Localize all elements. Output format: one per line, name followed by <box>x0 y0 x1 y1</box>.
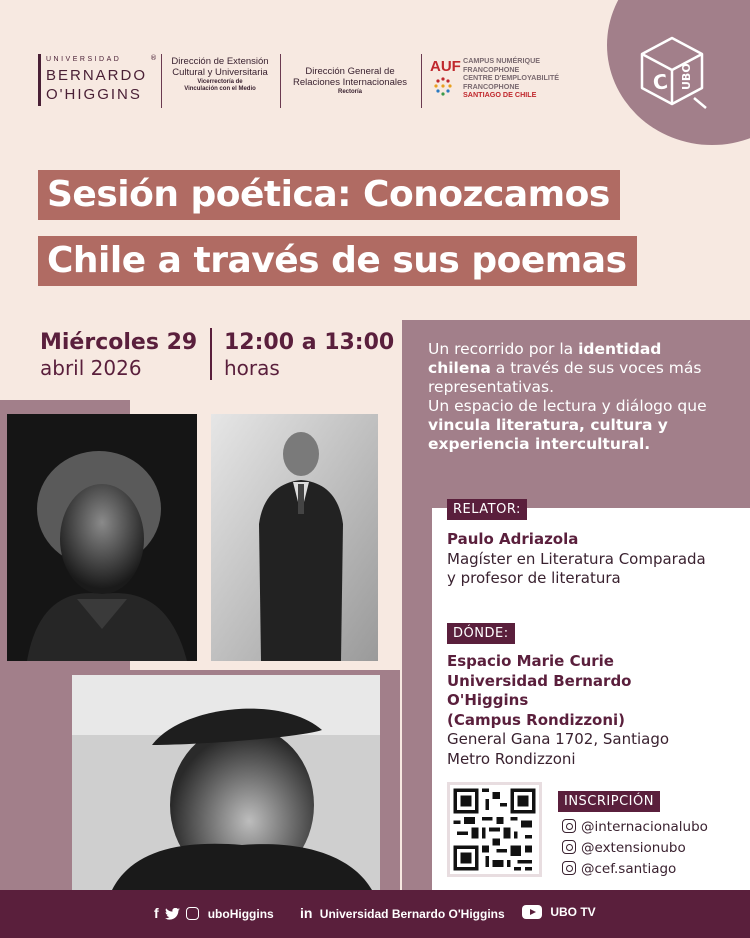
event-time: 12:00 a 13:00 <box>224 330 395 355</box>
campus-numerique-text <box>463 57 559 100</box>
donde-line3: O'Higgins <box>447 691 529 709</box>
instagram-icon <box>562 861 576 875</box>
footer-youtube-label: UBO TV <box>550 905 596 919</box>
relator-name: Paulo Adriazola <box>447 530 579 548</box>
dir-relaciones-main2: Relaciones Internacionales <box>292 77 408 88</box>
facebook-icon: f <box>154 905 159 921</box>
donde-tag: DÓNDE: <box>447 623 515 644</box>
event-day: Miércoles 29 <box>40 330 198 355</box>
instagram-icon <box>562 840 576 854</box>
donde-address <box>447 730 737 769</box>
campus-line4: FRANCOPHONE <box>463 81 520 91</box>
title-line2: Chile a través de sus poemas <box>38 236 637 286</box>
dir-relaciones-sub: Rectoría <box>337 89 362 95</box>
social-instagram-internacional[interactable] <box>562 819 708 835</box>
footer-social-group[interactable] <box>154 905 274 923</box>
dir-relaciones-main1: Dirección General de <box>305 66 395 77</box>
event-time-unit: horas <box>224 356 280 380</box>
relator-description: Magíster en Literatura Comparada y profesor de literatura <box>447 550 706 587</box>
donde-line5: General Gana 1702, Santiago <box>447 730 670 748</box>
footer-social-handle: uboHiggins <box>207 907 274 921</box>
donde-line6: Metro Rondizzoni <box>447 749 576 768</box>
event-description <box>428 340 728 454</box>
social-instagram-cef[interactable] <box>562 861 676 877</box>
svg-text:C: C <box>651 69 670 95</box>
ubo-logo-bar <box>38 54 41 106</box>
campus-line2: FRANCOPHONE <box>463 64 520 74</box>
registered-mark: ® <box>150 54 157 62</box>
cubo-logo <box>632 32 712 112</box>
relator-tag: RELATOR: <box>447 499 527 520</box>
instagram-icon <box>186 907 199 920</box>
auf-globe-icon <box>432 76 454 98</box>
campus-line5: SANTIAGO DE CHILE <box>463 90 537 99</box>
linkedin-icon: in <box>300 905 313 921</box>
dir-extension-sub1: Vicerrectoría de <box>197 79 243 85</box>
header-divider <box>421 54 422 108</box>
qr-code[interactable] <box>447 782 542 877</box>
footer-linkedin-label: Universidad Bernardo O'Higgins <box>319 907 505 921</box>
social-handle: @cef.santiago <box>581 861 677 877</box>
desc-highlight: vincula literatura, cultura y experiencia intercultural. <box>428 416 668 453</box>
dir-extension-block <box>164 56 276 93</box>
social-handle: @extensionubo <box>581 840 686 856</box>
dir-extension-main2: Cultural y Universitaria <box>172 67 268 78</box>
youtube-icon <box>522 905 542 919</box>
donde-line1: Espacio Marie Curie <box>447 652 614 670</box>
campus-line3: CENTRE D'EMPLOYABILITÉ <box>463 73 560 82</box>
date-divider <box>210 328 212 380</box>
portrait-photo-man-suit <box>211 414 378 661</box>
donde-line2: Universidad Bernardo <box>447 671 632 690</box>
ubo-logo <box>38 52 157 108</box>
desc-highlight: identidad chilena <box>428 340 662 377</box>
portrait-photo-woman <box>7 414 197 661</box>
auf-logo: AUF <box>430 58 461 75</box>
header-divider <box>161 54 162 108</box>
header-divider <box>280 54 281 108</box>
donde-line4: (Campus Rondizzoni) <box>447 710 626 729</box>
ubo-logo-line2: BERNARDO <box>46 67 148 84</box>
footer-youtube[interactable] <box>522 905 596 919</box>
footer-bar <box>0 890 750 938</box>
instagram-icon <box>562 819 576 833</box>
dir-extension-main1: Dirección de Extensión <box>171 56 269 67</box>
title-line1: Sesión poética: Conozcamos <box>38 170 620 220</box>
ubo-logo-line3: O'HIGGINS <box>46 86 142 103</box>
twitter-icon <box>165 908 180 923</box>
svg-text:UBO: UBO <box>680 63 693 90</box>
inscripcion-tag: INSCRIPCIÓN <box>558 791 660 812</box>
footer-linkedin[interactable] <box>300 905 505 921</box>
event-month-year: abril 2026 <box>40 356 142 380</box>
campus-line1: CAMPUS NUMÉRIQUE <box>463 56 541 65</box>
dir-relaciones-block <box>286 66 414 96</box>
portrait-photo-man-cap <box>72 675 380 890</box>
desc-text: a través de sus voces más representativas. <box>428 359 702 396</box>
ubo-logo-line1: UNIVERSIDAD <box>46 56 122 63</box>
dir-extension-sub2: Vinculación con el Medio <box>184 86 256 92</box>
desc-text: Un espacio de lectura y diálogo que <box>428 397 707 415</box>
social-instagram-extension[interactable] <box>562 840 686 856</box>
desc-text: Un recorrido por la <box>428 340 579 358</box>
donde-venue <box>447 652 737 730</box>
social-handle: @internacionalubo <box>581 819 708 835</box>
